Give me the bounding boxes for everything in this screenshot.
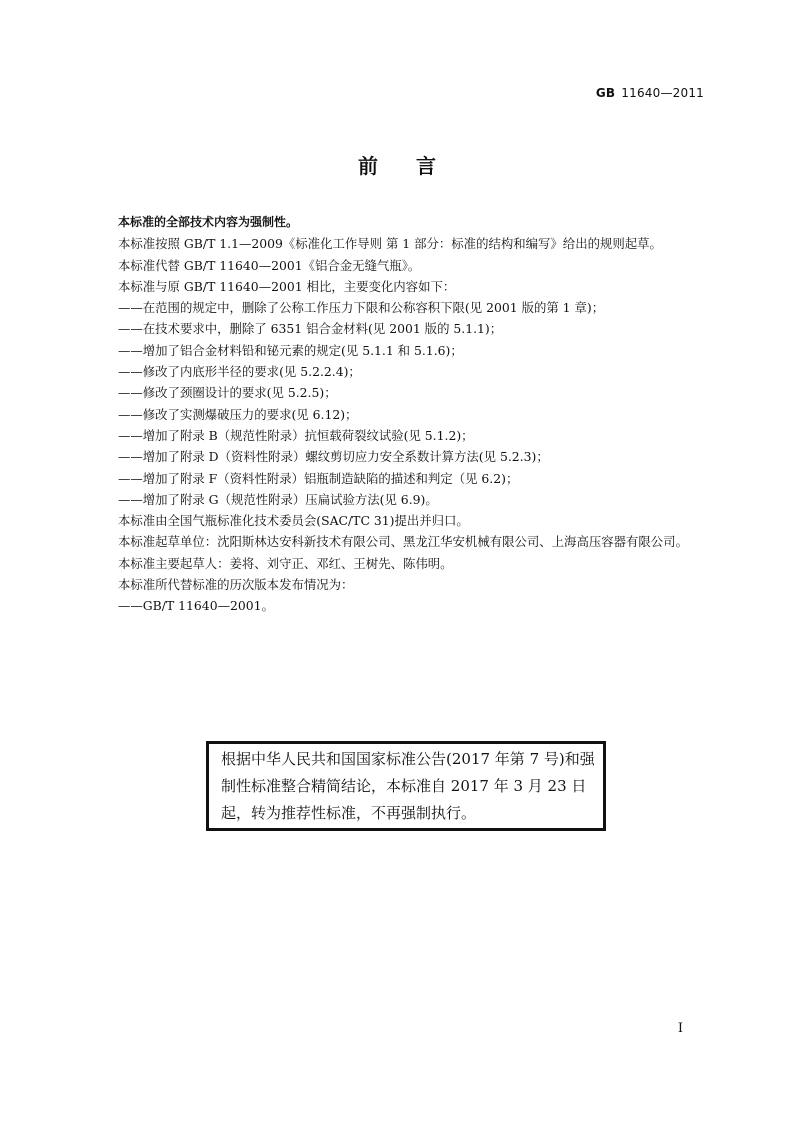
change-item: ——增加了附录 B（规范性附录）抗恒载荷裂纹试验(见 5.1.2)； [118,427,474,443]
mandatory-statement: 本标准的全部技术内容为强制性。 [118,215,299,229]
paragraph-replaces: 本标准代替 GB/T 11640—2001《铝合金无缝气瓶》。 [118,257,421,273]
change-item: ——在范围的规定中，删除了公称工作压力下限和公称容积下限(见 2001 版的第 1 章)； [118,300,605,316]
paragraph-changes-intro: 本标准与原 GB/T 11640—2001 相比，主要变化内容如下： [118,278,456,294]
change-item: ——增加了附录 G（规范性附录）压扁试验方法(见 6.9)。 [118,491,438,507]
foreword-body [90,212,706,617]
change-item: ——增加了铝合金材料铅和铋元素的规定(见 5.1.1 和 5.1.6)； [118,342,463,358]
change-item: ——修改了实测爆破压力的要求(见 6.12)； [118,406,358,422]
standard-code [596,86,704,100]
standard-prefix: GB [595,86,616,100]
change-item: ——在技术要求中，删除了 6351 铝合金材料(见 2001 版的 5.1.1)； [118,321,503,337]
paragraph-drafting-units: 本标准起草单位：沈阳斯林达安科新技术有限公司、黑龙江华安机械有限公司、上海高压容器有限公司。 [118,534,688,550]
change-item: ——修改了颈圈设计的要求(见 5.2.5)； [118,385,337,401]
page-title: 前言 [358,154,474,178]
standard-number: 11640—2011 [621,86,704,100]
change-item: ——增加了附录 F（资料性附录）铝瓶制造缺陷的描述和判定（见 6.2)； [118,470,519,486]
history-item: ——GB/T 11640—2001。 [118,598,274,614]
paragraph-history-intro: 本标准所代替标准的历次版本发布情况为： [118,577,354,593]
paragraph-drafting-rules: 本标准按照 GB/T 1.1—2009《标准化工作导则 第 1 部分：标准的结构和编写》给出的规则起草。 [118,236,662,252]
change-item: ——增加了附录 D（资料性附录）螺纹剪切应力安全系数计算方法(见 5.2.3)； [118,449,549,465]
change-item: ——修改了内底形半径的要求(见 5.2.2.4)； [118,364,361,380]
paragraph-drafters: 本标准主要起草人：姜将、刘守正、邓红、王树先、陈伟明。 [118,555,453,571]
notice-box: 根据中华人民共和国国家标准公告(2017 年第 7 号)和强制性标准整合精简结论，本标准自 2017 年 3 月 23 日起，转为推荐性标准，不再强制执行。 [206,741,606,831]
page-number: I [677,1021,683,1036]
paragraph-proposed-by: 本标准由全国气瓶标准化技术委员会(SAC/TC 31)提出并归口。 [118,513,469,529]
